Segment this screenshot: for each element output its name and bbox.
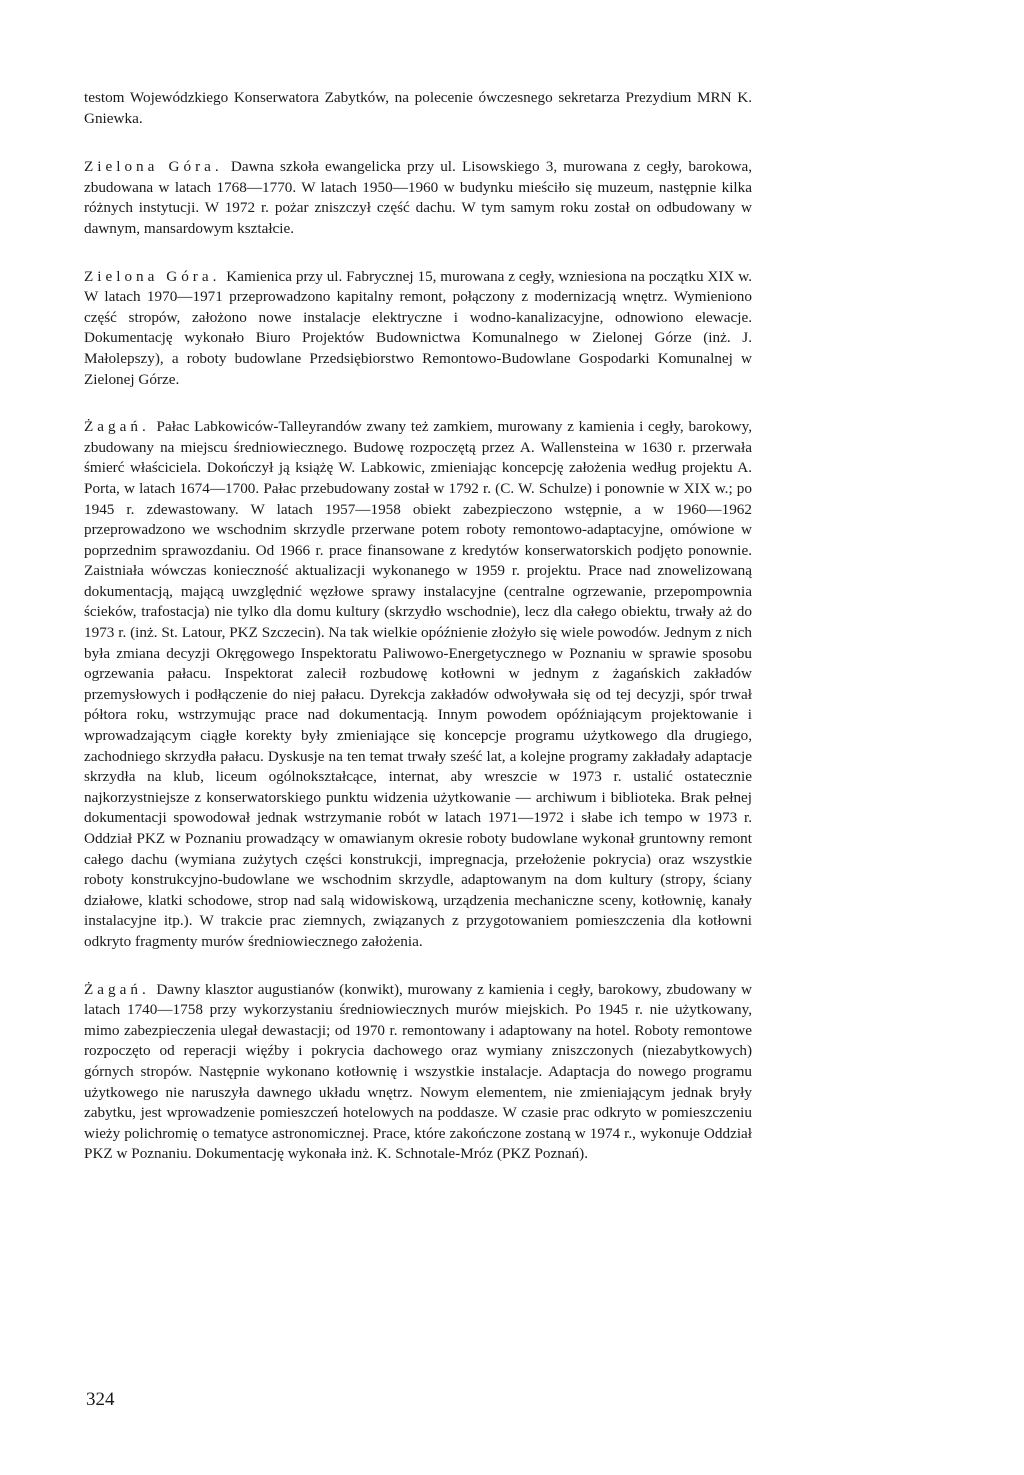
page-number: 324 <box>86 1389 115 1410</box>
place-name: Zielona Góra. <box>84 158 223 176</box>
paragraph-text: testom Wojewódzkiego Konserwatora Zabytków, na polecenie ówczesnego sekretarza Prezydium MRN K. Gniewka. <box>84 89 752 127</box>
paragraph-zagan-palace <box>84 417 752 952</box>
place-name: Zielona Góra. <box>84 267 221 285</box>
page-body <box>84 88 752 1192</box>
place-name: Żagań. <box>84 980 150 998</box>
paragraph-zagan-monastery <box>84 980 752 1165</box>
paragraph-zielona-gora-tenement <box>84 267 752 391</box>
paragraph-zielona-gora-school <box>84 157 752 239</box>
paragraph-text: Dawny klasztor augustianów (konwikt), murowany z kamienia i cegły, barokowy, zbudowany w latach 1740—1758 przy wykorzystaniu średniowiecznych murów miejskich. Po 1945 r. nie użytkowany, mimo zabezpieczenia ulegał dewastacji; od 1970 r. remontowany i adaptowany na hotel. Roboty remontowe rozpoczęto od reperacji więźby i pokrycia dachowego oraz wymiany zniszczonych (niezabytkowych) górnych stropów. Następnie wykonano kotłownię i wszystkie instalacje. Adaptacja do nowego programu użytkowego nie naruszyła dawnego układu wnętrz. Nowym elementem, nie zmieniającym jednak bryły zabytku, jest wprowadzenie pomieszczeń hotelowych na poddasze. W czasie prac odkryto w pomieszczeniu wieży polichromię o tematyce astronomicznej. Prace, które zakończone zostaną w 1974 r., wykonuje Oddział PKZ w Poznaniu. Dokumentację wykonała inż. K. Schnotale-Mróz (PKZ Poznań). <box>84 980 752 1163</box>
place-name: Żagań. <box>84 418 150 436</box>
paragraph-text: Kamienica przy ul. Fabrycznej 15, murowana z cegły, wzniesiona na początku XIX w. W latach 1970—1971 przeprowadzono kapitalny remont, połączony z modernizacją wnętrz. Wymieniono część stropów, założono nowe instalacje elektryczne i wodno-kanalizacyjne, odnowiono elewacje. Dokumentację wykonało Biuro Projektów Budownictwa Komunalnego w Zielonej Górze (inż. J. Małolepszy), a roboty budowlane Przedsiębiorstwo Remontowo-Budowlane Gospodarki Komunalnej w Zielonej Górze. <box>84 267 753 388</box>
paragraph-text: Dawna szkoła ewangelicka przy ul. Lisowskiego 3, murowana z cegły, barokowa, zbudowana w latach 1768—1770. W latach 1950—1960 w budynku mieściło się muzeum, następnie kilka różnych instytucji. W 1972 r. pożar zniszczył część dachu. W tym samym roku został on odbudowany w dawnym, mansardowym kształcie. <box>84 158 752 237</box>
paragraph-text: Pałac Labkowiców-Talleyrandów zwany też zamkiem, murowany z kamienia i cegły, barokowy, zbudowany na miejscu średniowiecznego. Budowę rozpoczętą przez A. Wallensteina w 1630 r. przerwała śmierć właściciela. Dokończył ją książę W. Labkowic, zmieniając koncepcję założenia według projektu A. Porta, w latach 1674—1700. Pałac przebudowany został w 1792 r. (C. W. Schulze) i ponownie w XIX w.; po 1945 r. zdewastowany. W latach 1957—1958 obiekt zabezpieczono wstępnie, a w 1960—1962 przeprowadzono we wschodnim skrzydle przerwane potem roboty remontowo-adaptacyjne, omówione w poprzednim sprawozdaniu. Od 1966 r. prace finansowane z kredytów konserwatorskich podjęto ponownie. Zaistniała wówczas konieczność aktualizacji wykonanego w 1959 r. projektu. Prace nad znowelizowaną dokumentacją, mającą uwzględnić węzłowe sprawy instalacyjne (centralne ogrzewanie, przepompownia ścieków, trafostacja) nie tylko dla domu kultury (skrzydło wschodnie), lecz dla całego obiektu, trwały aż do 1973 r. (inż. St. Latour, PKZ Szczecin). Na tak wielkie opóźnienie złożyło się wiele powodów. Jednym z nich była zmiana decyzji Okręgowego Inspektoratu Paliwowo-Energetycznego w Poznaniu w sprawie sposobu ogrzewania pałacu. Inspektorat zalecił rozbudowę kotłowni w jednym z żagańskich zakładów przemysłowych i podłączenie do niej pałacu. Dyrekcja zakładów odwoływała się od tej decyzji, spór trwał półtora roku, wstrzymując prace nad dokumentacją. Innym powodem opóźniającym projektowanie i wprowadzającym ciągłe korekty były zmieniające się koncepcje programu użytkowego dla drugiego, zachodniego skrzydła pałacu. Dyskusje na ten temat trwały sześć lat, a kolejne programy zakładały adaptacje skrzydła na klub, liceum ogólnokształcące, internat, aby wreszcie w 1973 r. ustalić ostatecznie najkorzystniejsze z konserwatorskiego punktu widzenia użytkowanie — archiwum i biblioteka. Brak pełnej dokumentacji spowodował jednak wstrzymanie robót w latach 1971—1972 i słabe ich tempo w 1973 r. Oddział PKZ w Poznaniu prowadzący w omawianym okresie roboty budowlane wykonał gruntowny remont całego dachu (wymiana zużytych części konstrukcji, impregnacja, przełożenie pokrycia) oraz wszystkie roboty konstrukcyjno-budowlane we wschodnim skrzydle, adaptowanym na dom kultury (stropy, ściany działowe, klatki schodowe, strop nad salą widowiskową, urządzenia mechaniczne sceny, kotłownię, kanały instalacyjne itp.). W trakcie prac ziemnych, związanych z przygotowaniem pomieszczenia dla kotłowni odkryto fragmenty murów średniowiecznego założenia. <box>84 418 753 950</box>
paragraph-continuation <box>84 88 752 129</box>
